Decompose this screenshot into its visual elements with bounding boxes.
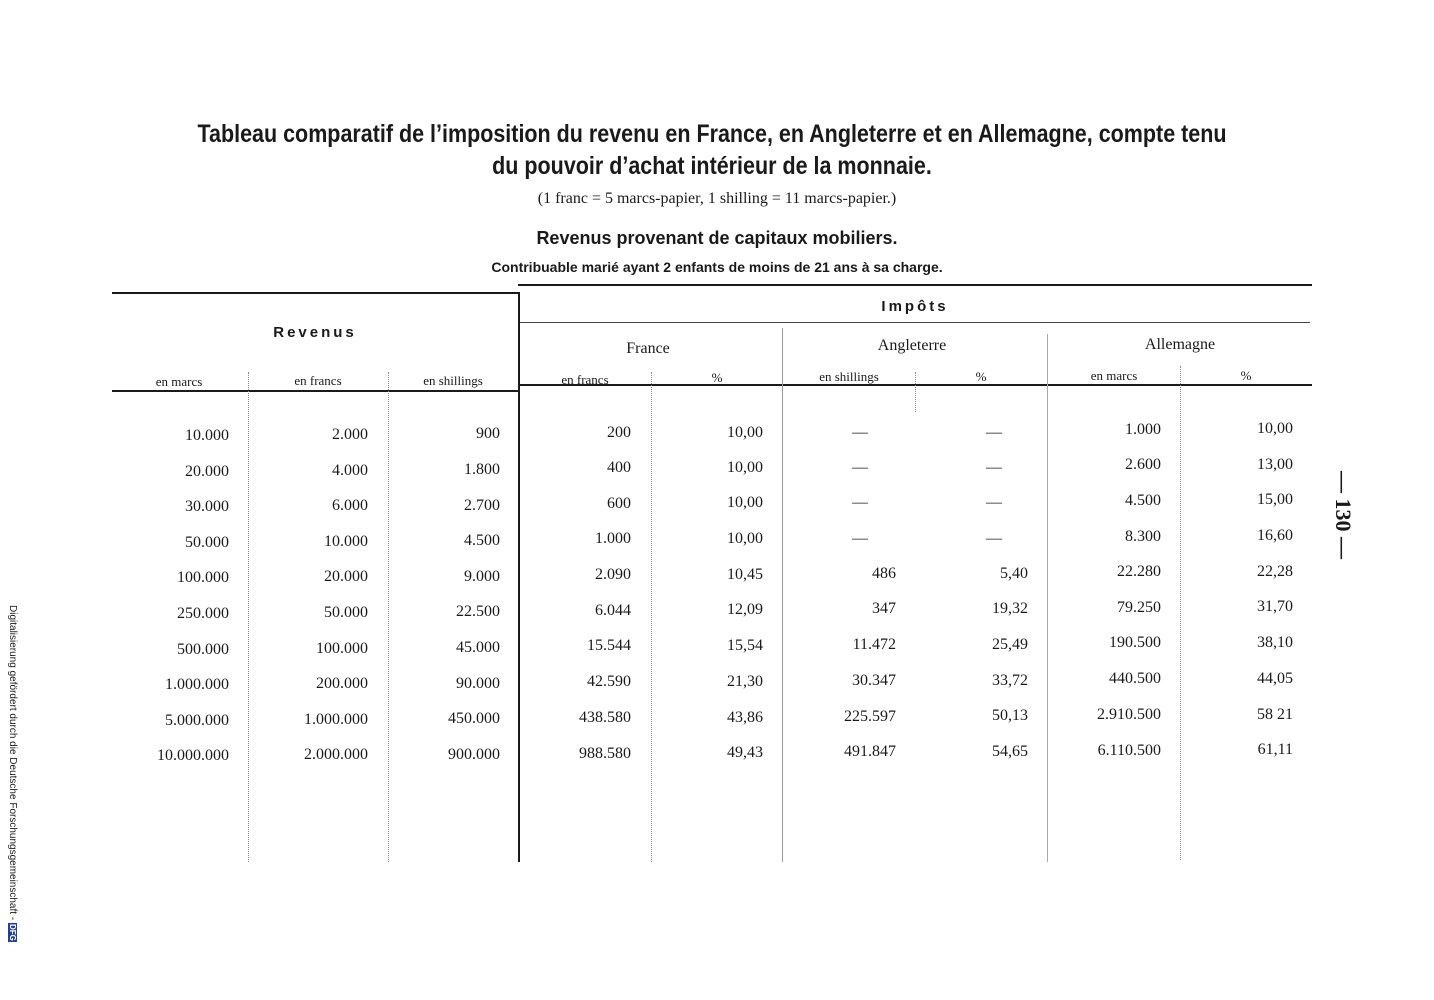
cell-france-pct: 43,86 bbox=[727, 709, 763, 726]
col-header-fr-pct: % bbox=[711, 370, 723, 385]
cell-france-pct: 15,54 bbox=[727, 637, 763, 654]
cell-allemagne-pct: 31,70 bbox=[1257, 598, 1293, 615]
cell-france-pct: 49,43 bbox=[727, 744, 763, 761]
col-header-en-marcs: en marcs bbox=[155, 374, 203, 389]
cell-revenu-francs: 2.000.000 bbox=[304, 746, 368, 763]
cell-revenu-shillings: 9.000 bbox=[464, 568, 500, 585]
header-impots: Impôts bbox=[881, 298, 949, 315]
cell-france-impot: 600 bbox=[607, 495, 631, 512]
cell-revenu-marcs: 10.000 bbox=[185, 427, 229, 444]
cell-revenu-marcs: 100.000 bbox=[177, 569, 229, 586]
cell-revenu-marcs: 250.000 bbox=[177, 605, 229, 622]
cell-revenu-shillings: 900 bbox=[476, 425, 500, 442]
cell-allemagne-impot: 4.500 bbox=[1125, 492, 1161, 509]
cell-angleterre-impot: 347 bbox=[872, 600, 896, 617]
cell-allemagne-impot: 6.110.500 bbox=[1097, 742, 1161, 759]
column-divider-4 bbox=[782, 328, 783, 862]
cell-allemagne-pct: 58 21 bbox=[1257, 706, 1293, 723]
cell-revenu-shillings: 90.000 bbox=[456, 675, 500, 692]
cell-allemagne-pct: 61,11 bbox=[1257, 741, 1293, 758]
cell-allemagne-pct: 16,60 bbox=[1257, 527, 1293, 544]
cell-revenu-francs: 20.000 bbox=[324, 568, 368, 585]
cell-allemagne-impot: 8.300 bbox=[1125, 528, 1161, 545]
cell-france-impot: 988.580 bbox=[579, 745, 631, 762]
cell-france-pct: 10,45 bbox=[727, 566, 763, 583]
column-divider-2 bbox=[388, 372, 389, 862]
cell-france-impot: 400 bbox=[607, 459, 631, 476]
cell-revenu-marcs: 10.000.000 bbox=[157, 747, 229, 764]
col-header-fr-en-francs: en francs bbox=[561, 372, 609, 387]
cell-allemagne-impot: 79.250 bbox=[1117, 599, 1161, 616]
cell-revenu-francs: 1.000.000 bbox=[304, 711, 368, 728]
digitization-note-text: Digitalisierung gefördert durch die Deutsche Forschungsgemeinschaft - bbox=[7, 605, 18, 921]
page-number: — 130 — bbox=[1331, 471, 1356, 559]
impots-rule bbox=[520, 322, 1310, 323]
header-revenus: Revenus bbox=[273, 324, 357, 341]
cell-allemagne-pct: 13,00 bbox=[1257, 456, 1293, 473]
dfg-logo: DFG bbox=[8, 923, 17, 941]
cell-revenu-francs: 50.000 bbox=[324, 604, 368, 621]
section-heading: Revenus provenant de capitaux mobiliers. bbox=[536, 228, 898, 248]
header-angleterre: Angleterre bbox=[877, 337, 947, 354]
cell-angleterre-impot: — bbox=[852, 494, 868, 511]
cell-france-impot: 438.580 bbox=[579, 709, 631, 726]
column-divider-7 bbox=[1180, 366, 1181, 860]
cell-revenu-francs: 2.000 bbox=[332, 426, 368, 443]
cell-revenu-marcs: 20.000 bbox=[185, 463, 229, 480]
cell-allemagne-pct: 38,10 bbox=[1257, 634, 1293, 651]
cell-allemagne-pct: 15,00 bbox=[1257, 491, 1293, 508]
cell-angleterre-impot: 30.347 bbox=[852, 672, 896, 689]
cell-revenu-marcs: 1.000.000 bbox=[165, 676, 229, 693]
cell-allemagne-pct: 22,28 bbox=[1257, 563, 1293, 580]
cell-angleterre-pct: 54,65 bbox=[992, 743, 1028, 760]
cell-revenu-marcs: 50.000 bbox=[185, 534, 229, 551]
cell-france-impot: 200 bbox=[607, 424, 631, 441]
cell-revenu-shillings: 45.000 bbox=[456, 639, 500, 656]
header-bottom-rule bbox=[112, 390, 518, 392]
column-divider-6 bbox=[1047, 334, 1048, 862]
column-divider-5 bbox=[915, 372, 916, 412]
cell-allemagne-impot: 2.600 bbox=[1125, 456, 1161, 473]
col-header-ang-pct: % bbox=[975, 369, 987, 384]
col-header-en-shillings: en shillings bbox=[423, 373, 483, 388]
cell-angleterre-impot: — bbox=[852, 530, 868, 547]
cell-revenu-francs: 100.000 bbox=[316, 640, 368, 657]
cell-revenu-marcs: 30.000 bbox=[185, 498, 229, 515]
cell-angleterre-pct: — bbox=[986, 459, 1002, 476]
table-top-rule-right bbox=[518, 284, 1312, 286]
table-top-rule-left bbox=[112, 292, 518, 294]
cell-revenu-marcs: 5.000.000 bbox=[165, 712, 229, 729]
cell-angleterre-impot: 486 bbox=[872, 565, 896, 582]
col-header-all-pct: % bbox=[1240, 368, 1252, 383]
cell-angleterre-pct: — bbox=[986, 424, 1002, 441]
cell-revenu-shillings: 22.500 bbox=[456, 603, 500, 620]
cell-allemagne-impot: 1.000 bbox=[1125, 421, 1161, 438]
cell-angleterre-pct: 50,13 bbox=[992, 707, 1028, 724]
cell-angleterre-pct: 5,40 bbox=[1000, 565, 1028, 582]
col-header-all-en-marcs: en marcs bbox=[1090, 368, 1138, 383]
cell-allemagne-pct: 44,05 bbox=[1257, 670, 1293, 687]
cell-france-pct: 12,09 bbox=[727, 601, 763, 618]
header-allemagne: Allemagne bbox=[1144, 336, 1216, 353]
header-france: France bbox=[626, 340, 670, 357]
cell-revenu-shillings: 4.500 bbox=[464, 532, 500, 549]
cell-angleterre-pct: 25,49 bbox=[992, 636, 1028, 653]
cell-allemagne-pct: 10,00 bbox=[1257, 420, 1293, 437]
cell-france-impot: 1.000 bbox=[595, 530, 631, 547]
cell-angleterre-impot: — bbox=[852, 459, 868, 476]
cell-revenu-francs: 6.000 bbox=[332, 497, 368, 514]
cell-revenu-shillings: 2.700 bbox=[464, 497, 500, 514]
cell-allemagne-impot: 22.280 bbox=[1117, 563, 1161, 580]
cell-revenu-shillings: 1.800 bbox=[464, 461, 500, 478]
cell-angleterre-pct: — bbox=[986, 530, 1002, 547]
cell-france-impot: 15.544 bbox=[587, 637, 631, 654]
col-header-en-francs: en francs bbox=[294, 373, 342, 388]
digitization-note bbox=[4, 605, 18, 995]
column-divider-1 bbox=[248, 372, 249, 862]
conversion-note: (1 franc = 5 marcs-papier, 1 shilling = 11 marcs-papier.) bbox=[537, 190, 897, 207]
cell-france-pct: 10,00 bbox=[727, 530, 763, 547]
cell-revenu-shillings: 450.000 bbox=[448, 710, 500, 727]
cell-angleterre-pct: — bbox=[986, 494, 1002, 511]
cell-revenu-marcs: 500.000 bbox=[177, 641, 229, 658]
cell-angleterre-impot: 11.472 bbox=[852, 636, 896, 653]
subsection-heading: Contribuable marié ayant 2 enfants de moins de 21 ans à sa charge. bbox=[491, 259, 943, 275]
cell-angleterre-pct: 33,72 bbox=[992, 672, 1028, 689]
cell-angleterre-impot: 225.597 bbox=[844, 708, 896, 725]
cell-angleterre-impot: — bbox=[852, 424, 868, 441]
table-title: Tableau comparatif de l’imposition du revenu en France, en Angleterre et en Allemagne, compte tenu du pouvoir d’achat intérieur de la monnaie. bbox=[197, 120, 1227, 180]
cell-france-pct: 10,00 bbox=[727, 459, 763, 476]
cell-revenu-francs: 200.000 bbox=[316, 675, 368, 692]
cell-revenu-francs: 4.000 bbox=[332, 462, 368, 479]
column-divider-3 bbox=[651, 372, 652, 862]
cell-angleterre-pct: 19,32 bbox=[992, 600, 1028, 617]
cell-france-impot: 6.044 bbox=[595, 602, 631, 619]
cell-allemagne-impot: 440.500 bbox=[1109, 670, 1161, 687]
cell-france-impot: 42.590 bbox=[587, 673, 631, 690]
cell-revenu-shillings: 900.000 bbox=[448, 746, 500, 763]
cell-angleterre-impot: 491.847 bbox=[844, 743, 896, 760]
cell-revenu-francs: 10.000 bbox=[324, 533, 368, 550]
cell-france-impot: 2.090 bbox=[595, 566, 631, 583]
cell-france-pct: 10,00 bbox=[727, 424, 763, 441]
cell-france-pct: 10,00 bbox=[727, 494, 763, 511]
cell-allemagne-impot: 190.500 bbox=[1109, 634, 1161, 651]
col-header-ang-en-shillings: en shillings bbox=[819, 369, 879, 384]
cell-allemagne-impot: 2.910.500 bbox=[1097, 706, 1161, 723]
cell-france-pct: 21,30 bbox=[727, 673, 763, 690]
